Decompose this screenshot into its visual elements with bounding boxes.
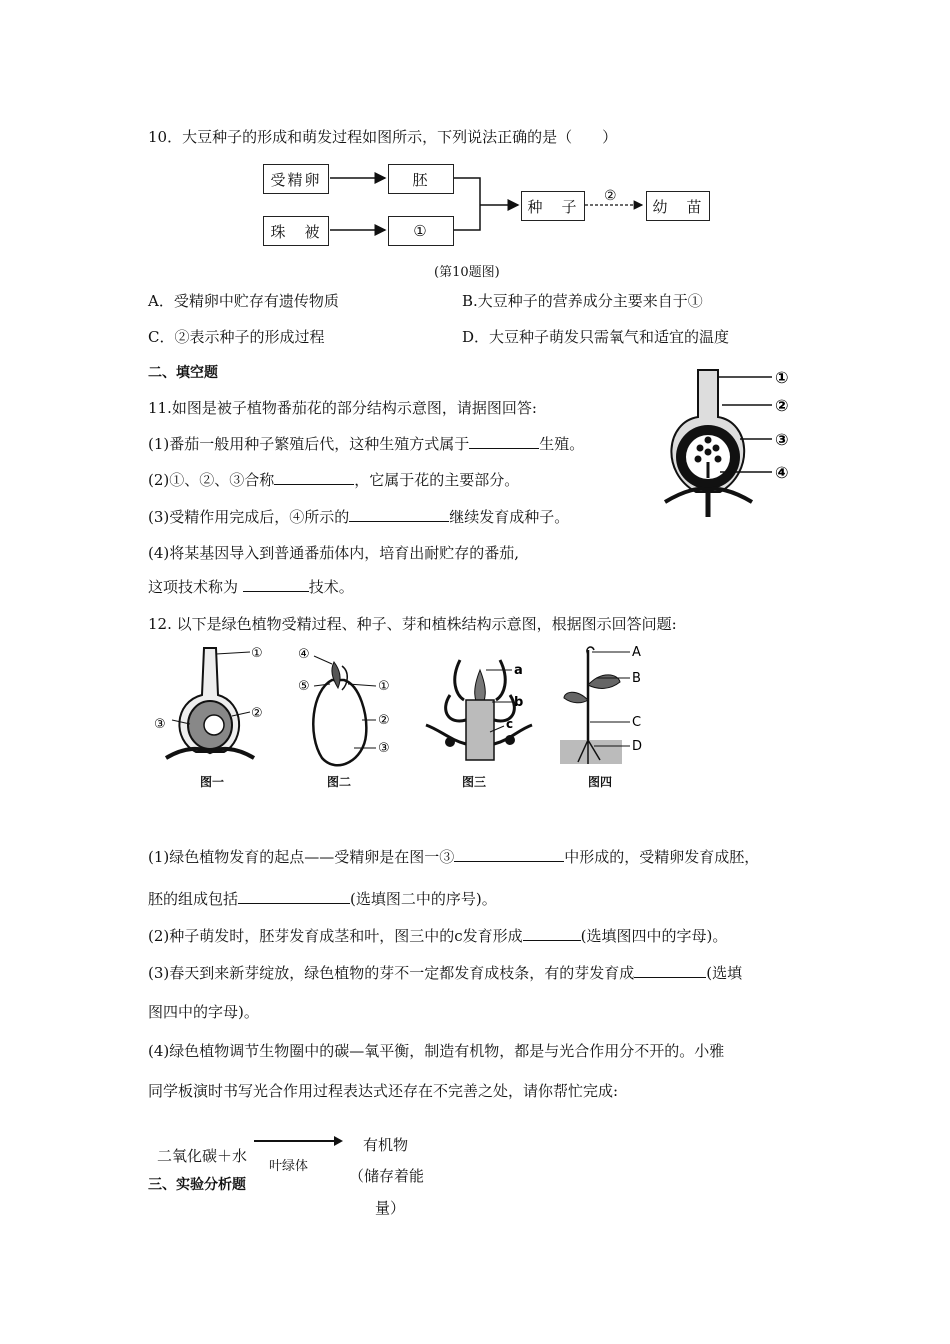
- flow-box-integument: 珠 被: [263, 216, 329, 246]
- q11-part4: (4)将某基因导入到普通番茄体内，培育出耐贮存的番茄,: [148, 544, 520, 562]
- q10-option-b: B.大豆种子的营养成分主要来自于①: [462, 292, 703, 310]
- q12-fig2-label-4: ④: [298, 647, 310, 662]
- equation-arrow: [252, 1134, 344, 1148]
- q12-part1a-blank[interactable]: [454, 847, 564, 862]
- q12-fig4-label-b: B: [632, 671, 641, 686]
- flow-box-seed: 种 子: [521, 191, 585, 221]
- q12-fig1-label-2: ②: [251, 706, 263, 721]
- section3-title: 三、实验分析题: [148, 1177, 246, 1193]
- equation-paren1: （储存着能: [349, 1167, 425, 1185]
- q11-part3-post: 继续发育成种子。: [449, 508, 570, 526]
- q12-fig2-caption: 图二: [327, 775, 352, 789]
- q11-fig-label-4: ④: [775, 463, 789, 482]
- q11-part1-pre: (1)番茄一般用种子繁殖后代，这种生殖方式属于: [148, 435, 470, 453]
- q12-part3a-blank[interactable]: [634, 963, 706, 978]
- q10-option-c: C．②表示种子的形成过程: [148, 328, 325, 346]
- q11-part2-post: ，它属于花的主要部分。: [354, 471, 520, 489]
- q12-fig4-label-d: D: [632, 739, 643, 754]
- q11-part1-blank[interactable]: [469, 434, 539, 449]
- q10-option-a: A．受精卵中贮存有遗传物质: [148, 292, 339, 310]
- q11-part5: [148, 576, 354, 597]
- q12-fig3: [420, 640, 540, 770]
- flow-box-seedling: 幼 苗: [646, 191, 710, 221]
- q12-part1a: [148, 846, 759, 867]
- q12-part3b: 图四中的字母)。: [148, 1003, 259, 1021]
- q12-part1b: [148, 888, 497, 909]
- q12-fig2-label-1: ①: [378, 679, 390, 694]
- q12-fig2-label-3: ③: [378, 741, 390, 756]
- flow-box-embryo: 胚: [388, 164, 454, 194]
- q12-part4a: (4)绿色植物调节生物圈中的碳—氧平衡，制造有机物，都是与光合作用分不开的。小雅: [148, 1042, 725, 1060]
- q12-fig4: [558, 640, 668, 770]
- q12-part1b-pre: 胚的组成包括: [148, 890, 239, 908]
- q12-fig4-caption: 图四: [588, 775, 613, 789]
- q12-fig4-label-a: A: [632, 645, 641, 660]
- q11-part5-post: 技术。: [308, 578, 354, 596]
- q12-fig3-label-a: a: [514, 663, 523, 678]
- q12-part3a-post: (选填: [706, 964, 743, 982]
- q11-part3-blank[interactable]: [349, 507, 449, 522]
- q12-fig3-label-c: c: [506, 717, 514, 731]
- q12-fig1-label-1: ①: [251, 646, 263, 661]
- q11-part1-post: 生殖。: [539, 435, 585, 453]
- flow-arrows: [0, 0, 950, 260]
- q12-part1b-blank[interactable]: [238, 889, 350, 904]
- q12-part1a-pre: (1)绿色植物发育的起点——受精卵是在图一③: [148, 848, 455, 866]
- q12-part2-pre: (2)种子萌发时，胚芽发育成茎和叶，图三中的c发育形成: [148, 927, 523, 945]
- q12-fig3-caption: 图三: [462, 775, 487, 789]
- q11-stem: 11.如图是被子植物番茄花的部分结构示意图，请据图回答:: [148, 399, 537, 417]
- q12-part1b-post: (选填图二中的序号)。: [350, 890, 497, 908]
- q11-part2-blank[interactable]: [274, 470, 354, 485]
- q11-part3: [148, 506, 569, 527]
- q12-part3a: [148, 962, 742, 983]
- q12-fig4-label-c: C: [632, 715, 642, 730]
- q12-fig1-label-3: ③: [154, 717, 166, 732]
- section2-title: 二、填空题: [148, 365, 218, 381]
- equation-paren2: 量）: [375, 1199, 406, 1217]
- flow-arrow-label: ②: [604, 188, 617, 204]
- q11-flower-figure: [660, 362, 810, 518]
- q12-fig1: [146, 640, 276, 770]
- q12-fig1-caption: 图一: [200, 775, 225, 789]
- flow-box-fertilized-egg: 受精卵: [263, 164, 329, 194]
- q12-part2-blank[interactable]: [523, 926, 581, 941]
- q12-part2: [148, 925, 727, 946]
- flow-box-circle1: ①: [388, 216, 454, 246]
- q12-part2-post: (选填图四中的字母)。: [580, 927, 728, 945]
- q10-option-d: D．大豆种子萌发只需氧气和适宜的温度: [462, 328, 730, 346]
- equation-right: 有机物: [363, 1136, 409, 1154]
- q11-part3-pre: (3)受精作用完成后，④所示的: [148, 508, 350, 526]
- q12-part3a-pre: (3)春天到来新芽绽放，绿色植物的芽不一定都发育成枝条，有的芽发育成: [148, 964, 635, 982]
- equation-under-label: 叶绿体: [269, 1159, 309, 1174]
- q10-stem: 10．大豆种子的形成和萌发过程如图所示，下列说法正确的是（ ）: [148, 128, 618, 146]
- q12-fig3-label-b: b: [514, 695, 524, 710]
- equation-left: 二氧化碳＋水: [157, 1147, 248, 1165]
- q11-part5-blank[interactable]: [243, 577, 309, 592]
- q12-part4b: 同学板演时书写光合作用过程表达式还存在不完善之处，请你帮忙完成:: [148, 1082, 619, 1100]
- q12-part1a-post: 中形成的，受精卵发育成胚，: [564, 848, 760, 866]
- q11-fig-label-2: ②: [775, 396, 789, 415]
- q11-fig-label-3: ③: [775, 430, 789, 449]
- q11-fig-label-1: ①: [775, 368, 789, 387]
- q10-caption: (第10题图): [434, 265, 500, 280]
- q12-fig2-label-2: ②: [378, 713, 390, 728]
- q11-part5-pre: 这项技术称为: [148, 578, 243, 596]
- q12-fig2: [292, 640, 402, 770]
- q12-fig2-label-5: ⑤: [298, 679, 310, 694]
- q11-part2-pre: (2)①、②、③合称: [148, 471, 275, 489]
- q11-part2: [148, 469, 519, 490]
- q12-stem: 12. 以下是绿色植物受精过程、种子、芽和植株结构示意图，根据图示回答问题:: [148, 615, 677, 633]
- q11-part1: [148, 433, 584, 454]
